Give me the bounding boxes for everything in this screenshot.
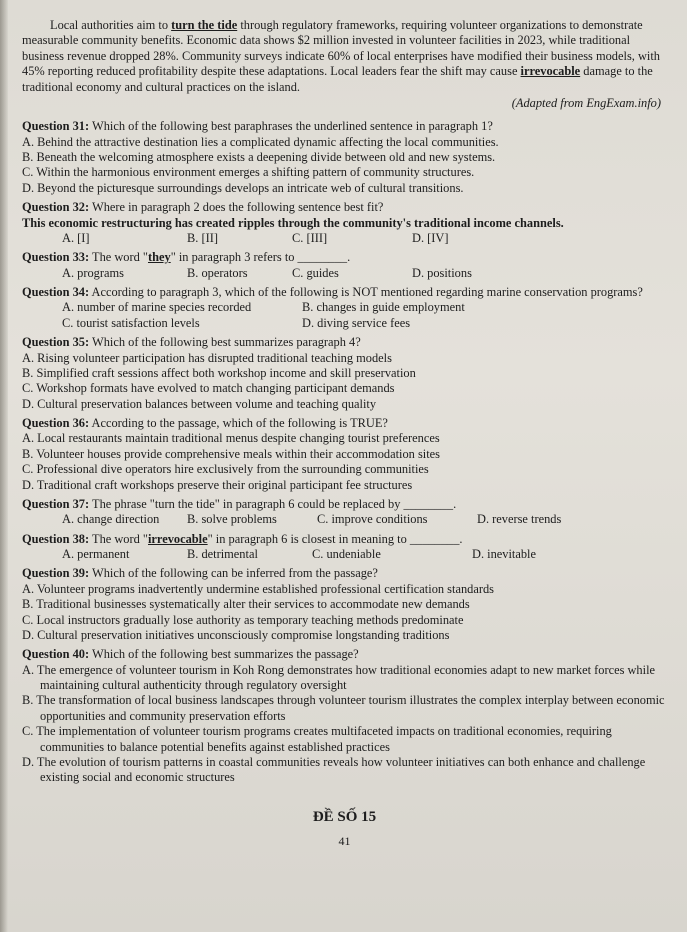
option-b[interactable]: B. [II] bbox=[187, 230, 218, 245]
option-c[interactable]: C. The implementation of volunteer tourism programs creates multifaceted impacts on traditional economies, requiring communities to balance potential benefits against established practices bbox=[22, 724, 612, 754]
passage-text-2: through regulatory frameworks, requiring volunteer organizations to demonstrate measurable community benefits. Economic data shows $2 million invested in volunteer facilities in 2023, while traditional business revenue dropped 28%. Community surveys indicate 60% of local enterprises have modified their business models, with 45% reporting reduced profitability despite these adaptations. Local leaders fear the shift may cause bbox=[22, 18, 660, 79]
option-d[interactable]: D. Traditional craft workshops preserve their original participant fee structures bbox=[22, 477, 413, 492]
question-text-2: " in paragraph 6 is closest in meaning to ________. bbox=[207, 531, 463, 546]
underlined-word-irrevocable: irrevocable bbox=[147, 531, 208, 546]
option-b[interactable]: B. changes in guide employment bbox=[302, 300, 465, 315]
option-a[interactable]: A. programs bbox=[62, 265, 124, 280]
question-text: The phrase "turn the tide" in paragraph 6 could be replaced by ________. bbox=[89, 496, 457, 511]
option-c[interactable]: C. [III] bbox=[292, 230, 328, 245]
question-text: Which of the following best summarizes paragraph 4? bbox=[89, 335, 361, 350]
option-a[interactable]: A. Volunteer programs inadvertently undermine established professional certification standards bbox=[22, 581, 494, 596]
option-d[interactable]: D. reverse trends bbox=[477, 512, 562, 527]
option-c[interactable]: C. guides bbox=[292, 265, 339, 280]
insert-sentence: This economic restructuring has created ripples through the community's traditional income channels. bbox=[22, 215, 564, 230]
option-a[interactable]: A. The emergence of volunteer tourism in Koh Rong demonstrates how traditional economies adapt to new market forces while maintaining cultural authenticity through regulatory oversight bbox=[22, 662, 656, 692]
underlined-phrase-tide: turn the tide bbox=[171, 18, 238, 32]
question-36 bbox=[22, 416, 667, 493]
question-label: Question 40: bbox=[22, 647, 90, 662]
source-citation: (Adapted from EngExam.info) bbox=[511, 95, 661, 110]
option-d[interactable]: D. The evolution of tourism patterns in coastal communities reveals how volunteer initiatives can both enhance and challenge existing social and economic structures bbox=[22, 754, 646, 785]
option-a[interactable]: A. change direction bbox=[62, 512, 160, 527]
option-d[interactable]: D. Cultural preservation balances between volume and teaching quality bbox=[22, 396, 377, 411]
option-c[interactable]: C. Professional dive operators hire exclusively from the surrounding communities bbox=[22, 462, 429, 477]
question-label: Question 34: bbox=[22, 285, 90, 299]
question-label: Question 31: bbox=[22, 119, 90, 134]
option-a[interactable]: A. Rising volunteer participation has disrupted traditional teaching models bbox=[22, 350, 392, 365]
option-d[interactable]: D. Beyond the picturesque surroundings develops an intricate web of cultural transitions. bbox=[22, 180, 464, 195]
question-label: Question 32: bbox=[22, 200, 90, 215]
question-38 bbox=[22, 532, 667, 563]
option-c[interactable]: C. Workshop formats have evolved to match changing participant demands bbox=[22, 381, 395, 396]
question-31 bbox=[22, 119, 667, 196]
option-a[interactable]: A. permanent bbox=[62, 547, 130, 561]
option-d[interactable]: D. inevitable bbox=[472, 547, 536, 561]
question-39 bbox=[22, 566, 667, 643]
question-text: Where in paragraph 2 does the following sentence best fit? bbox=[89, 200, 384, 215]
option-d[interactable]: D. diving service fees bbox=[302, 315, 411, 330]
exam-set-title: ĐỀ SỐ 15 bbox=[312, 808, 377, 825]
underlined-word-irrevocable: irrevocable bbox=[520, 64, 581, 79]
question-35 bbox=[22, 335, 667, 412]
question-text-1: The word " bbox=[89, 531, 148, 546]
option-b[interactable]: B. Beneath the welcoming atmosphere exists a deepening divide between old and new systems. bbox=[22, 150, 496, 164]
passage-text-3: damage to the traditional economy and cultural practices on the island. bbox=[22, 64, 653, 94]
option-c[interactable]: C. improve conditions bbox=[317, 512, 428, 527]
option-b[interactable]: B. Simplified craft sessions affect both workshop income and skill preservation bbox=[22, 365, 416, 380]
passage-paragraph bbox=[22, 18, 667, 95]
option-d[interactable]: D. Cultural preservation initiatives unconsciously compromise longstanding traditions bbox=[22, 627, 450, 642]
page-shadow-edge bbox=[0, 0, 8, 932]
question-40 bbox=[22, 647, 667, 785]
option-b[interactable]: B. operators bbox=[187, 265, 248, 280]
question-text: According to the passage, which of the following is TRUE? bbox=[89, 416, 388, 430]
passage-text-1: Local authorities aim to bbox=[50, 18, 172, 32]
option-c[interactable]: C. Local instructors gradually lose authority as temporary teaching methods predominate bbox=[22, 612, 464, 627]
question-text-1: The word " bbox=[89, 250, 148, 265]
option-b[interactable]: B. detrimental bbox=[187, 547, 258, 561]
option-b[interactable]: B. The transformation of local business landscapes through volunteer tourism illustrates the complex interplay between economic opportunities and community preservation efforts bbox=[22, 693, 665, 723]
question-text: Which of the following best paraphrases the underlined sentence in paragraph 1? bbox=[89, 119, 493, 134]
question-text: According to paragraph 3, which of the following is NOT mentioned regarding marine conservation programs? bbox=[89, 285, 643, 299]
option-b[interactable]: B. Traditional businesses systematically alter their services to accommodate new demands bbox=[22, 597, 470, 612]
question-37 bbox=[22, 497, 667, 528]
question-label: Question 38: bbox=[22, 531, 90, 546]
question-text: Which of the following can be inferred from the passage? bbox=[89, 566, 378, 581]
page-number: 41 bbox=[338, 834, 351, 849]
option-c[interactable]: C. tourist satisfaction levels bbox=[62, 315, 200, 330]
question-label: Question 35: bbox=[22, 335, 90, 350]
question-label: Question 37: bbox=[22, 496, 90, 511]
question-label: Question 36: bbox=[22, 416, 90, 430]
question-34 bbox=[22, 285, 667, 331]
question-33 bbox=[22, 250, 667, 281]
option-a[interactable]: A. number of marine species recorded bbox=[62, 300, 252, 315]
question-32 bbox=[22, 200, 667, 246]
underlined-word-they: they bbox=[147, 250, 171, 265]
option-a[interactable]: A. [I] bbox=[62, 230, 90, 245]
question-label: Question 39: bbox=[22, 566, 90, 581]
option-d[interactable]: D. positions bbox=[412, 265, 472, 280]
option-c[interactable]: C. undeniable bbox=[312, 547, 381, 561]
option-c[interactable]: C. Within the harmonious environment emerges a shifting pattern of community structures. bbox=[22, 165, 475, 180]
question-text: Which of the following best summarizes the passage? bbox=[89, 647, 359, 662]
option-b[interactable]: B. solve problems bbox=[187, 512, 277, 527]
option-a[interactable]: A. Local restaurants maintain traditional menus despite changing tourist preferences bbox=[22, 431, 440, 446]
option-a[interactable]: A. Behind the attractive destination lies a complicated dynamic affecting the local communities. bbox=[22, 134, 499, 149]
question-label: Question 33: bbox=[22, 250, 90, 265]
option-b[interactable]: B. Volunteer houses provide comprehensive meals within their accommodation sites bbox=[22, 446, 440, 461]
option-d[interactable]: D. [IV] bbox=[412, 230, 449, 245]
question-text-2: " in paragraph 3 refers to ________. bbox=[170, 250, 351, 265]
